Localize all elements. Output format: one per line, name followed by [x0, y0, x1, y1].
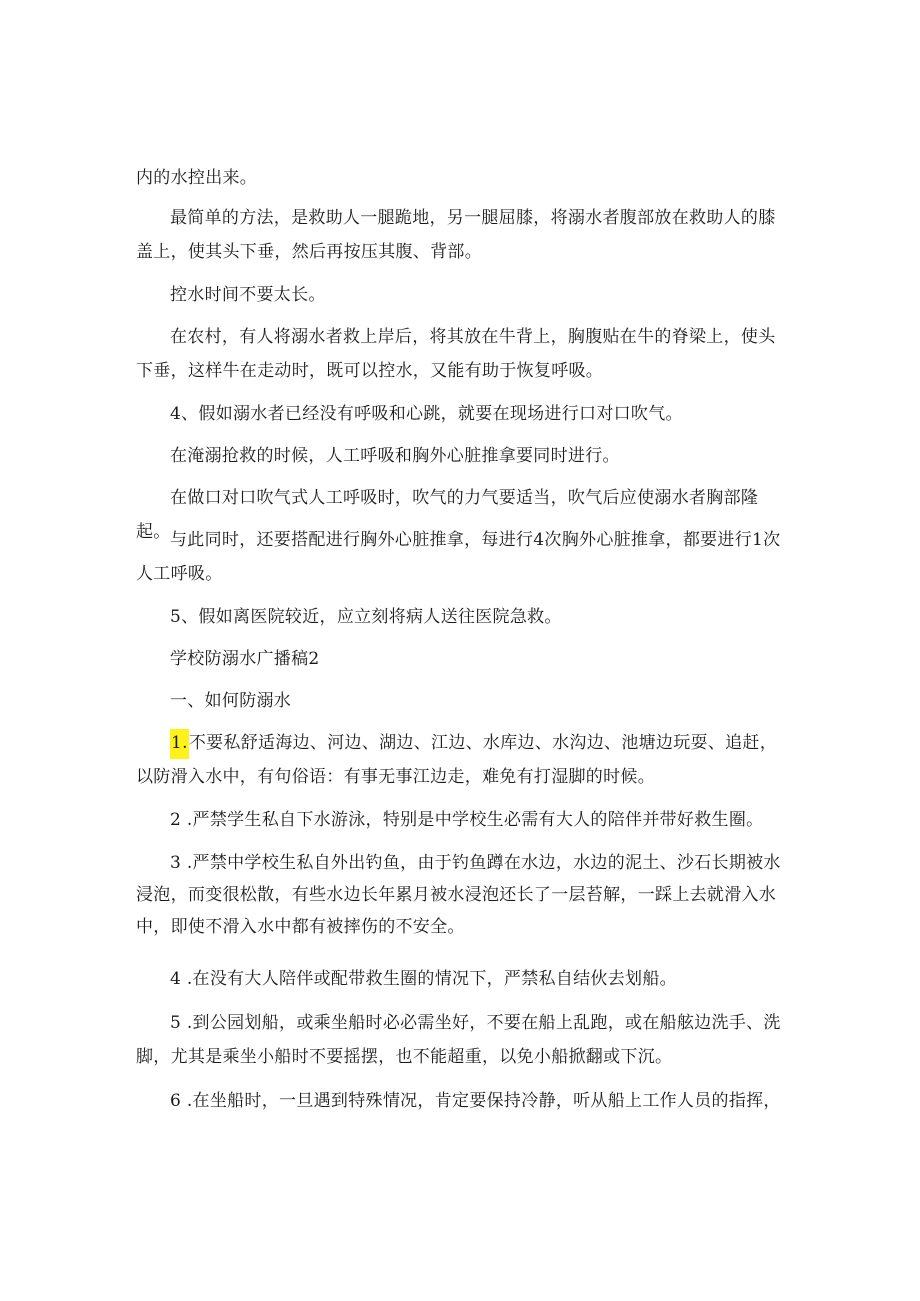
- list-item-text: 不要私舒适海边、河边、湖边、江边、水库边、水沟边、池塘边玩耍、追赶，以防滑入水中，有句俗语：有事无事江边走，难免有打湿脚的时候。: [136, 733, 778, 787]
- section-subheading: 一、如何防溺水: [170, 691, 292, 711]
- section-heading: 学校防溺水广播稿2: [170, 649, 320, 669]
- list-item: 6 .在坐船时，一旦遇到特殊情况，肯定要保持冷静，听从船上工作人员的指挥，: [170, 1091, 781, 1111]
- paragraph: 在做口对口吹气式人工呼吸时，吹气的力气要适当，吹气后应使溺水者胸部隆起。: [136, 488, 759, 542]
- highlighted-list-marker: 1.: [170, 729, 189, 759]
- list-item: 3 .严禁中学校生私自外出钓鱼，由于钓鱼蹲在水边，水边的泥土、沙石长期被水浸泡，而变很松散，有些水边长年累月被水浸泡还长了一层苔解，一踩上去就滑入水中，即使不滑入水中都有被摔伤的不安全。: [136, 853, 781, 937]
- paragraph: 与此同时，还要搭配进行胸外心脏推拿，每进行4次胸外心脏推拿，都要进行1次人工呼吸。: [136, 530, 781, 584]
- paragraph: 在农村，有人将溺水者救上岸后，将其放在牛背上，胸腹贴在牛的脊梁上，使头下垂，这样牛在走动时，既可以控水，又能有助于恢复呼吸。: [136, 327, 776, 381]
- paragraph: 5、假如离医院较近，应立刻将病人送往医院急救。: [170, 607, 562, 627]
- list-item: 5 .到公园划船，或乘坐船时必必需坐好，不要在船上乱跑，或在船舷边洗手、洗脚，尤其是乘坐小船时不要摇摆，也不能超重，以免小船掀翻或下沉。: [136, 1013, 781, 1067]
- list-item: 2 .严禁学生私自下水游泳，特别是中学校生必需有大人的陪伴并带好救生圈。: [170, 810, 764, 830]
- paragraph: 4、假如溺水者已经没有呼吸和心跳，就要在现场进行口对口吹气。: [170, 404, 683, 424]
- paragraph: 内的水控出来。: [136, 168, 258, 188]
- list-item: 4 .在没有大人陪伴或配带救生圈的情况下，严禁私自结伙去划船。: [170, 969, 677, 989]
- paragraph: 最简单的方法，是救助人一腿跪地，另一腿屈膝，将溺水者腹部放在救助人的膝盖上，使其头下垂，然后再按压其腹、背部。: [136, 208, 776, 262]
- list-item: [136, 726, 786, 794]
- paragraph: 控水时间不要太长。: [170, 285, 326, 305]
- paragraph: 在淹溺抢救的时候，人工呼吸和胸外心脏推拿要同时进行。: [170, 446, 620, 466]
